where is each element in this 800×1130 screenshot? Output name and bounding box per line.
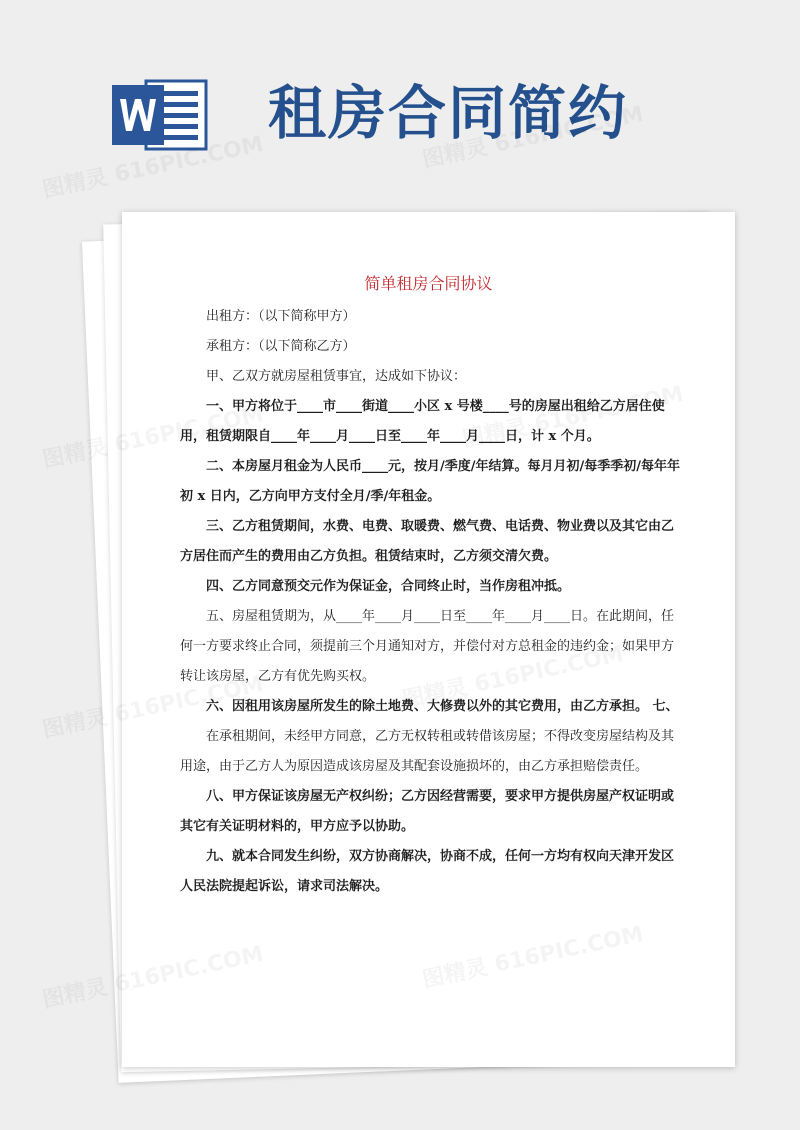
document-title: 简单租房合同协议 (364, 274, 493, 293)
clause-9: 九、就本合同发生纠纷，双方协商解决，协商不成，任何一方均有权向天津开发区人民法院提起诉讼，请求司法解决。 (180, 849, 675, 894)
agreement-intro: 甲、乙双方就房屋租赁事宜，达成如下协议： (206, 369, 467, 384)
clause-1: 一、甲方将位于____市____街道____小区 x 号楼____号的房屋出租给乙方居住使用，租赁期限自____年____月____日至____年____月____日，计 x 个月。 (180, 399, 665, 444)
clause-3: 三、乙方租赁期间，水费、电费、取暖费、燃气费、电话费、物业费以及其它由乙方居住而产生的费用由乙方负担。租赁结束时，乙方须交清欠费。 (180, 519, 675, 564)
clause-4: 四、乙方同意预交元作为保证金，合同终止时，当作房租冲抵。 (206, 579, 571, 594)
page-title: 租房合同简约 (268, 79, 629, 147)
clause-6: 六、因租用该房屋所发生的除土地费、大修费以外的其它费用，由乙方承担。 七、 (206, 699, 679, 714)
party-a-line: 出租方：（以下简称甲方） (206, 309, 356, 324)
party-b-line: 承租方：（以下简称乙方） (206, 339, 356, 354)
header (0, 0, 800, 190)
clause-8: 八、甲方保证该房屋无产权纠纷；乙方因经营需要，要求甲方提供房屋产权证明或其它有关证明材料的，甲方应予以协助。 (180, 789, 675, 834)
clause-5: 五、房屋租赁期为，从____年____月____日至____年____月____日。在此期间，任何一方要求终止合同，须提前三个月通知对方，并偿付对方总租金的违约金；如果甲方转让该房屋，乙方有优先购买权。 (180, 609, 675, 684)
document-body (180, 302, 685, 902)
word-document-icon (110, 75, 210, 155)
clause-2: 二、本房屋月租金为人民币____元，按月/季度/年结算。每月月初/每季季初/每年年初 x 日内，乙方向甲方支付全月/季/年租金。 (180, 459, 680, 504)
document-page (122, 212, 735, 1067)
clause-7: 在承租期间，未经甲方同意，乙方无权转租或转借该房屋；不得改变房屋结构及其用途，由于乙方人为原因造成该房屋及其配套设施损坏的，由乙方承担赔偿责任。 (180, 729, 675, 774)
